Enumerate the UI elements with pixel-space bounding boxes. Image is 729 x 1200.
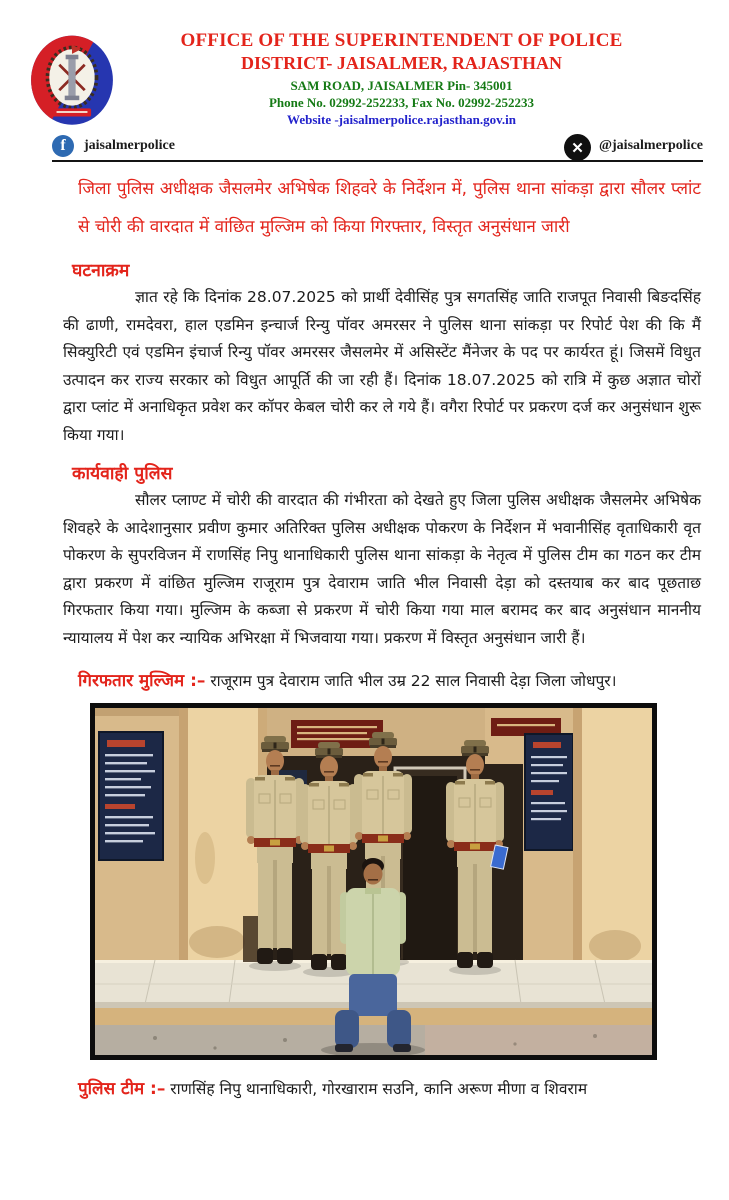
- police-team-value: राणसिंह निपु थानाधिकारी, गोरखाराम सउनि, कानि अरूण मीणा व शिवराम: [170, 1080, 588, 1098]
- district-title: DISTRICT- JAISALMER, RAJASTHAN: [241, 53, 562, 73]
- letterhead-text: [118, 30, 703, 128]
- arrest-photo: [90, 703, 657, 1060]
- website-line: Website -jaisalmerpolice.rajasthan.gov.in: [287, 112, 516, 127]
- facebook-icon: f: [52, 135, 74, 157]
- arrested-accused-label: गिरफतार मुल्जिम :–: [78, 671, 206, 691]
- right-pillar: [573, 708, 652, 974]
- press-note-headline: जिला पुलिस अधीक्षक जैसलमेर अभिषेक शिहवरे के निर्देशन में, पुलिस थाना सांकड़ा द्वारा सौलर प्लांट से चोरी की वारदात में वांछित मुल्जिम को किया गिरफ्तार, विस्तृत अनुसंधान जारी: [78, 179, 701, 237]
- arrested-accused-value: राजूराम पुत्र देवाराम जाति भील उम्र 22 साल निवासी देड़ा जिला जोधपुर।: [210, 672, 617, 690]
- office-title: OFFICE OF THE SUPERINTENDENT OF POLICE: [180, 30, 623, 51]
- notice-board-right: [525, 734, 573, 850]
- incident-paragraph: ज्ञात रहे कि दिनांक 28.07.2025 को प्रार्थी देवीसिंह पुत्र सगतसिंह जाति राजपूत निवासी बिङदसिंह की ढाणी, रामदेवरा, हाल एडमिन इन्चार्ज रिन्यु पॉवर अमरसर ने पुलिस थाना सांकड़ा पर रिपोर्ट पेश की कि मैं सिक्युरिटी एवं एडमिन इंचार्ज रिन्यु पॉवर अमरसर जैसलमेर में असिस्टेंट मैंनेजर के पद पर कार्यरत हूं। जिसमें विधुत उत्पादन कर राज्य सरकार को विधुत आपूर्ति की जा रही हैं। दिनांक 18.07.2025 को रात्रि में कुछ अज्ञात चोरों द्वारा प्लांट में अनाधिकृत प्रवेश कर कॉपर केबल चोरी कर ले गये हैं। वगैरा रिपोर्ट पर प्रकरण दर्ज कर अनुसंधान शुरू किया गया।: [63, 288, 701, 444]
- arrested-accused-line: [78, 668, 701, 691]
- social-media-row: [52, 134, 703, 162]
- address-line: SAM ROAD, JAISALMER Pin- 345001: [290, 78, 513, 93]
- phone-fax-line: Phone No. 02992-252233, Fax No. 02992-252233: [268, 95, 535, 110]
- x-twitter-icon: ✕: [564, 134, 591, 161]
- police-team-line: [78, 1076, 701, 1099]
- letterhead: [0, 0, 729, 132]
- rajasthan-police-logo-icon: [26, 32, 118, 132]
- arrest-photo-scene: [95, 708, 652, 1055]
- police-team-label: पुलिस टीम :–: [78, 1079, 166, 1099]
- section-heading-incident: घटनाक्रम: [72, 261, 130, 281]
- notice-board-left: [99, 732, 163, 860]
- section-heading-police-action: कार्यवाही पुलिस: [72, 464, 173, 484]
- press-note-body: [0, 170, 729, 1099]
- x-handle: @jaisalmerpolice: [599, 137, 703, 153]
- facebook-handle: jaisalmerpolice: [84, 137, 175, 153]
- police-action-paragraph: सौलर प्लाण्ट में चोरी की वारदात की गंभीरता को देखते हुए जिला पुलिस अधीक्षक जैसलमेर अभिषेक शिवहरे के आदेशानुसार प्रवीण कुमार अतिरिक्त पुलिस अधीक्षक पोकरण के निर्देशन में भवानीसिंह वृताधिकारी वृत पोकरण के सुपरविजन में राणसिंह निपु थानाधिकारी पुलिस थाना सांकड़ा के नेतृत्व में पुलिस टीम का गठन कर टीम द्वारा प्रकरण में वांछित मुल्जिम राजूराम पुत्र देवाराम जाति भील निवासी देड़ा को दस्तयाब कर बाद पूछताछ गिरफतार किया गया। मुल्जिम के कब्जा से प्रकरण में चोरी किया गया माल बरामद कर बाद अनुसंधान माननीय न्यायालय में पेश कर न्यायिक अभिरक्षा में भिजवाया गया। प्रकरण में विस्तृत अनुसंधान जारी हैं।: [63, 491, 701, 647]
